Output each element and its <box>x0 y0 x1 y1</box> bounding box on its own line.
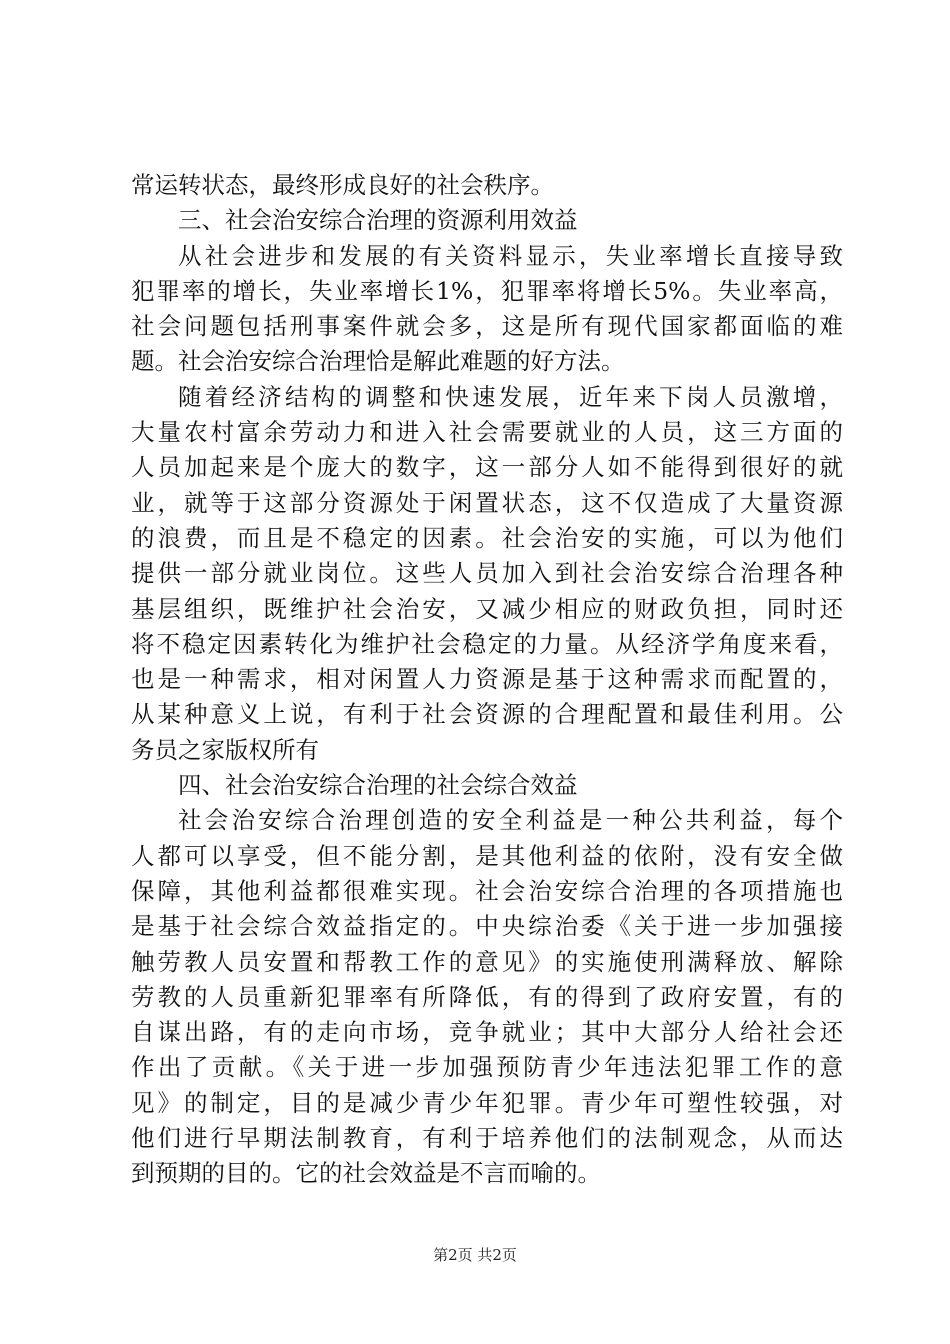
text-line: 他们进行早期法制教育，有利于培养他们的法制观念，从而达 <box>131 1124 843 1153</box>
text-line: 也是一种需求，相对闲置人力资源是基于这种需求而配置的， <box>131 665 843 694</box>
text-line: 保障，其他利益都很难实现。社会治安综合治理的各项措施也 <box>131 876 843 905</box>
text-line: 四、社会治安综合治理的社会综合效益 <box>178 771 578 800</box>
document-body <box>131 168 843 1192</box>
text-line: 是基于社会综合效益指定的。中央综治委《关于进一步加强接 <box>131 912 843 941</box>
text-line: 题。社会治安综合治理恰是解此难题的好方法。 <box>131 347 625 376</box>
text-line: 劳教的人员重新犯罪率有所降低，有的得到了政府安置，有的 <box>131 982 843 1011</box>
page-footer: 第2页 共2页 <box>433 1246 517 1264</box>
text-line: 人员加起来是个庞大的数字，这一部分人如不能得到很好的就 <box>131 453 843 482</box>
text-line: 将不稳定因素转化为维护社会稳定的力量。从经济学角度来看， <box>131 629 843 658</box>
text-line: 作出了贡献。《关于进一步加强预防青少年违法犯罪工作的意 <box>131 1053 843 1082</box>
text-line: 基层组织，既维护社会治安，又减少相应的财政负担，同时还 <box>131 594 843 623</box>
text-line: 三、社会治安综合治理的资源利用效益 <box>178 206 578 235</box>
text-line: 大量农村富余劳动力和进入社会需要就业的人员，这三方面的 <box>131 418 843 447</box>
text-line: 自谋出路，有的走向市场，竞争就业；其中大部分人给社会还 <box>131 1018 843 1047</box>
text-line: 从某种意义上说，有利于社会资源的合理配置和最佳利用。公 <box>131 700 843 729</box>
text-line: 务员之家版权所有 <box>131 735 319 764</box>
text-line: 人都可以享受，但不能分割，是其他利益的依附，没有安全做 <box>131 841 843 870</box>
text-line: 从社会进步和发展的有关资料显示，失业率增长直接导致 <box>178 241 843 270</box>
text-line: 社会治安综合治理创造的安全利益是一种公共利益，每个 <box>178 806 843 835</box>
text-line: 犯罪率的增长，失业率增长1%，犯罪率将增长5%。失业率高， <box>131 276 843 305</box>
text-line: 到预期的目的。它的社会效益是不言而喻的。 <box>131 1159 601 1188</box>
text-line: 随着经济结构的调整和快速发展，近年来下岗人员激增， <box>178 382 843 411</box>
text-line: 业，就等于这部分资源处于闲置状态，这不仅造成了大量资源 <box>131 488 843 517</box>
text-line: 常运转状态，最终形成良好的社会秩序。 <box>131 171 554 199</box>
text-line: 社会问题包括刑事案件就会多，这是所有现代国家都面临的难 <box>131 312 843 341</box>
text-line: 提供一部分就业岗位。这些人员加入到社会治安综合治理各种 <box>131 559 843 588</box>
text-line: 见》的制定，目的是减少青少年犯罪。青少年可塑性较强，对 <box>131 1088 843 1117</box>
text-line: 的浪费，而且是不稳定的因素。社会治安的实施，可以为他们 <box>131 523 843 552</box>
text-line: 触劳教人员安置和帮教工作的意见》的实施使刑满释放、解除 <box>131 947 843 976</box>
